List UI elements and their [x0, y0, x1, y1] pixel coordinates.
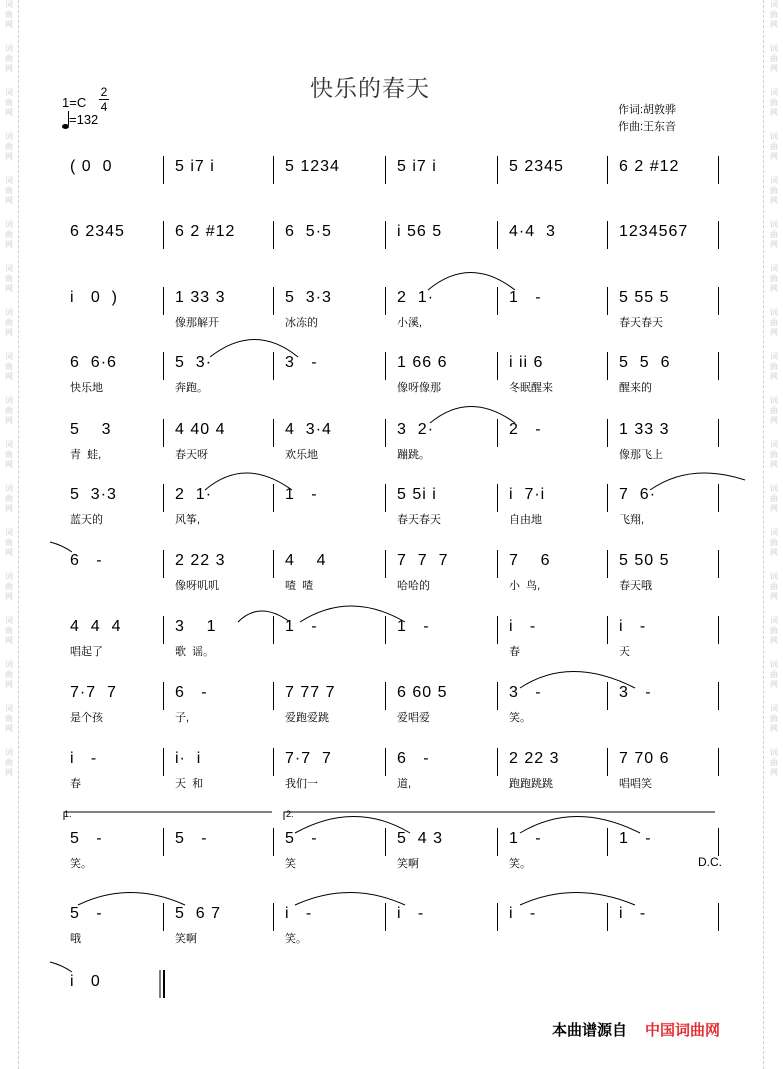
measure-notes: 5 3: [70, 421, 112, 438]
measure-notes: 5 2345: [509, 158, 564, 175]
watermark-text: 词曲网: [770, 660, 778, 689]
composer: 作曲:王东音: [618, 121, 677, 133]
measure-lyric: 笑啊: [397, 858, 419, 870]
measure-notes: i 0 ): [70, 289, 119, 306]
watermark-text: 词曲网: [770, 352, 778, 381]
measure-lyric: 春天春天: [619, 317, 663, 329]
measure-notes: 4 3·4: [285, 421, 332, 438]
measure-notes: i -: [285, 905, 313, 922]
watermark-text: 词曲网: [770, 748, 778, 777]
source-label: 本曲谱源自: [552, 1022, 628, 1039]
watermark-text: 词曲网: [5, 528, 13, 557]
measure-lyric: 笑。: [285, 933, 307, 945]
measure-notes: i 56 5: [397, 223, 443, 240]
measure-notes: 1 -: [619, 830, 652, 847]
watermark-text: 词曲网: [770, 0, 778, 29]
measure-notes: 5 i7 i: [397, 158, 437, 175]
measure-notes: 5 3·3: [70, 486, 117, 503]
measure-notes: 6 60 5: [397, 684, 448, 701]
measure-lyric: 笑。: [509, 858, 531, 870]
slur: [650, 473, 745, 490]
slur: [300, 606, 405, 622]
slur: [428, 273, 515, 291]
measure-notes: 7 6: [509, 552, 551, 569]
measure-notes: 5 -: [70, 830, 103, 847]
slur: [78, 893, 185, 906]
measure-lyric: 唱唱笑: [619, 778, 652, 790]
source-brand: 中国词曲网: [645, 1022, 721, 1039]
measure-lyric: 天: [619, 646, 630, 658]
measure-notes: 5 1234: [285, 158, 340, 175]
measure-lyric: 哦: [70, 933, 81, 945]
watermark-text: 词曲网: [770, 572, 778, 601]
watermark-text: 词曲网: [5, 176, 13, 205]
slur: [238, 611, 290, 622]
measure-notes: 7 77 7: [285, 684, 336, 701]
measure-notes: 5 50 5: [619, 552, 670, 569]
measure-notes: 5 5i i: [397, 486, 437, 503]
slur: [295, 893, 405, 906]
measure-notes: 4 40 4: [175, 421, 226, 438]
measure-lyric: 我们一: [285, 778, 318, 790]
measure-lyric: 天 和: [175, 778, 204, 790]
lyricist: 作词:胡敦骅: [618, 104, 677, 116]
slur: [520, 672, 635, 689]
slur: [50, 542, 72, 552]
measure-notes: 1 -: [509, 289, 542, 306]
watermark-text: 词曲网: [770, 44, 778, 73]
measure-lyric: 爱跑爱跳: [285, 712, 329, 724]
measure-notes: i -: [619, 905, 647, 922]
song-title: 快乐的春天: [310, 76, 430, 102]
watermark-text: 词曲网: [5, 572, 13, 601]
measure-lyric: 小 鸟,: [509, 580, 541, 592]
measure-lyric: 是个孩: [70, 712, 103, 724]
watermark-text: 词曲网: [770, 616, 778, 645]
measure-notes: 5 55 5: [619, 289, 670, 306]
measure-notes: 5 5 6: [619, 354, 671, 371]
measure-notes: i -: [509, 905, 537, 922]
measure-notes: 6 6·6: [70, 354, 117, 371]
measure-notes: 5 3·3: [285, 289, 332, 306]
slur: [520, 817, 640, 834]
measure-notes: 1 33 3: [619, 421, 670, 438]
slur: [205, 473, 292, 490]
measure-lyric: 飞翔,: [619, 514, 645, 526]
volta-2-bracket: [284, 812, 715, 820]
measure-lyric: 爱唱爱: [397, 712, 430, 724]
measure-lyric: 蹦跳。: [397, 449, 430, 461]
measure-lyric: 像呀像那: [397, 382, 441, 394]
measure-notes: 2 -: [509, 421, 542, 438]
measure-notes: 5 -: [175, 830, 208, 847]
watermark-text: 词曲网: [5, 660, 13, 689]
measure-lyric: 冰冻的: [285, 317, 318, 329]
measure-notes: 3 1: [175, 618, 217, 635]
watermark-text: 词曲网: [5, 264, 13, 293]
measure-lyric: 春天哦: [619, 580, 652, 592]
measure-notes: 2 1·: [397, 289, 435, 306]
measure-notes: i -: [397, 905, 425, 922]
measure-notes: i -: [619, 618, 647, 635]
measure-lyric: 像那飞上: [619, 449, 663, 461]
measure-lyric: 跑跑跳跳: [509, 778, 553, 790]
watermark-text: 词曲网: [770, 704, 778, 733]
tempo-value: =132: [69, 112, 99, 127]
measure-notes: 6 2 #12: [175, 223, 236, 240]
measure-notes: 6 2345: [70, 223, 125, 240]
watermark-text: 词曲网: [770, 484, 778, 513]
measure-lyric: 青 蛙,: [70, 449, 102, 461]
measure-lyric: 唱起了: [70, 646, 103, 658]
measure-notes: 1 -: [509, 830, 542, 847]
measure-lyric: 道,: [397, 778, 412, 790]
measure-lyric: 奔跑。: [175, 382, 208, 394]
watermark-text: 词曲网: [5, 88, 13, 117]
slur: [210, 340, 298, 358]
measure-notes: i -: [70, 750, 98, 767]
watermark-text: 词曲网: [5, 704, 13, 733]
measure-notes: 1 66 6: [397, 354, 448, 371]
measure-notes: 4 4: [285, 552, 327, 569]
measure-notes: i 7·i: [509, 486, 546, 503]
source-footer: [552, 1019, 720, 1040]
measure-lyric: 像那解开: [175, 317, 219, 329]
measure-notes: 3 -: [509, 684, 542, 701]
measure-lyric: 子,: [175, 712, 190, 724]
measure-notes: 6 -: [175, 684, 208, 701]
measure-notes: i 0: [70, 973, 101, 990]
volta-1-label: 1.: [64, 809, 72, 819]
measure-lyric: 哈哈的: [397, 580, 430, 592]
measure-notes: ( 0 0: [70, 158, 113, 175]
watermark-text: 词曲网: [770, 264, 778, 293]
watermark-text: 词曲网: [5, 616, 13, 645]
measure-notes: 1 33 3: [175, 289, 226, 306]
watermark-text: 词曲网: [770, 308, 778, 337]
measure-lyric: 笑。: [509, 712, 531, 724]
measure-notes: i -: [509, 618, 537, 635]
time-bottom: 4: [100, 100, 108, 114]
measure-lyric: 笑啊: [175, 933, 197, 945]
watermark-text: 词曲网: [5, 748, 13, 777]
measure-notes: i· i: [175, 750, 202, 767]
watermark-text: 词曲网: [770, 528, 778, 557]
measure-lyric: 欢乐地: [285, 449, 318, 461]
slur: [430, 407, 515, 424]
volta-1-bracket: [64, 812, 272, 820]
watermark-text: 词曲网: [5, 0, 13, 29]
measure-notes: 2 22 3: [509, 750, 560, 767]
measure-notes: 2 22 3: [175, 552, 226, 569]
measure-lyric: 自由地: [509, 514, 542, 526]
watermark-text: 词曲网: [5, 308, 13, 337]
measure-lyric: 风筝,: [175, 514, 201, 526]
measure-notes: 1 -: [285, 486, 318, 503]
measure-notes: 1 -: [397, 618, 430, 635]
measure-notes: 2 1·: [175, 486, 213, 503]
watermark-text: 词曲网: [5, 220, 13, 249]
measure-notes: 5 6 7: [175, 905, 222, 922]
measure-notes: 6 -: [397, 750, 430, 767]
watermark-text: 词曲网: [770, 220, 778, 249]
measure-notes: 5 4 3: [397, 830, 444, 847]
measure-notes: 4·4 3: [509, 223, 556, 240]
measure-notes: 5 -: [285, 830, 318, 847]
measure-notes: i ii 6: [509, 354, 544, 371]
measure-notes: 3 -: [285, 354, 318, 371]
measure-notes: 7·7 7: [285, 750, 332, 767]
dc-marking: D.C.: [698, 855, 722, 869]
measure-lyric: 笑: [285, 858, 296, 870]
measure-lyric: 歌 谣。: [175, 646, 215, 658]
watermark-text: 词曲网: [770, 396, 778, 425]
watermark-text: 词曲网: [770, 176, 778, 205]
measure-lyric: 冬眠醒来: [509, 382, 553, 394]
watermark-text: 词曲网: [5, 396, 13, 425]
watermark-text: 词曲网: [5, 132, 13, 161]
measure-notes: 5 -: [70, 905, 103, 922]
watermark-text: 词曲网: [770, 132, 778, 161]
measure-lyric: 春天春天: [397, 514, 441, 526]
measure-lyric: 笑。: [70, 858, 92, 870]
measure-notes: 7 7 7: [397, 552, 449, 569]
watermark-text: 词曲网: [5, 440, 13, 469]
measure-notes: 7·7 7: [70, 684, 117, 701]
measure-notes: 4 4 4: [70, 618, 122, 635]
measure-lyric: 春天呀: [175, 449, 208, 461]
measure-lyric: 春: [70, 778, 81, 790]
measure-notes: 1234567: [619, 223, 689, 240]
measure-notes: 6 2 #12: [619, 158, 680, 175]
time-top: 2: [100, 85, 108, 99]
measure-notes: 5 3·: [175, 354, 213, 371]
watermark-text: 词曲网: [5, 352, 13, 381]
measure-notes: 3 -: [619, 684, 652, 701]
measure-notes: 7 70 6: [619, 750, 670, 767]
watermark-text: 词曲网: [5, 44, 13, 73]
measure-lyric: 喳 喳: [285, 580, 314, 592]
measure-notes: 3 2·: [397, 421, 435, 438]
measure-notes: 7 6·: [619, 486, 657, 503]
key-signature: 1=C: [62, 95, 87, 110]
watermark-text: 词曲网: [770, 88, 778, 117]
watermark-text: 词曲网: [770, 440, 778, 469]
measure-lyric: 像呀叽叽: [175, 580, 219, 592]
volta-2-label: 2.: [286, 809, 294, 819]
measure-lyric: 蓝天的: [70, 514, 103, 526]
slur: [520, 893, 635, 906]
measure-lyric: 醒来的: [619, 382, 652, 394]
measure-lyric: 春: [509, 646, 520, 658]
measure-notes: 5 i7 i: [175, 158, 215, 175]
watermark-text: 词曲网: [5, 484, 13, 513]
measure-lyric: 小溪,: [397, 317, 423, 329]
slur: [295, 817, 410, 834]
measure-lyric: 快乐地: [70, 382, 103, 394]
measure-notes: 1 -: [285, 618, 318, 635]
measure-notes: 6 5·5: [285, 223, 332, 240]
measure-notes: 6 -: [70, 552, 103, 569]
slur: [50, 962, 72, 972]
